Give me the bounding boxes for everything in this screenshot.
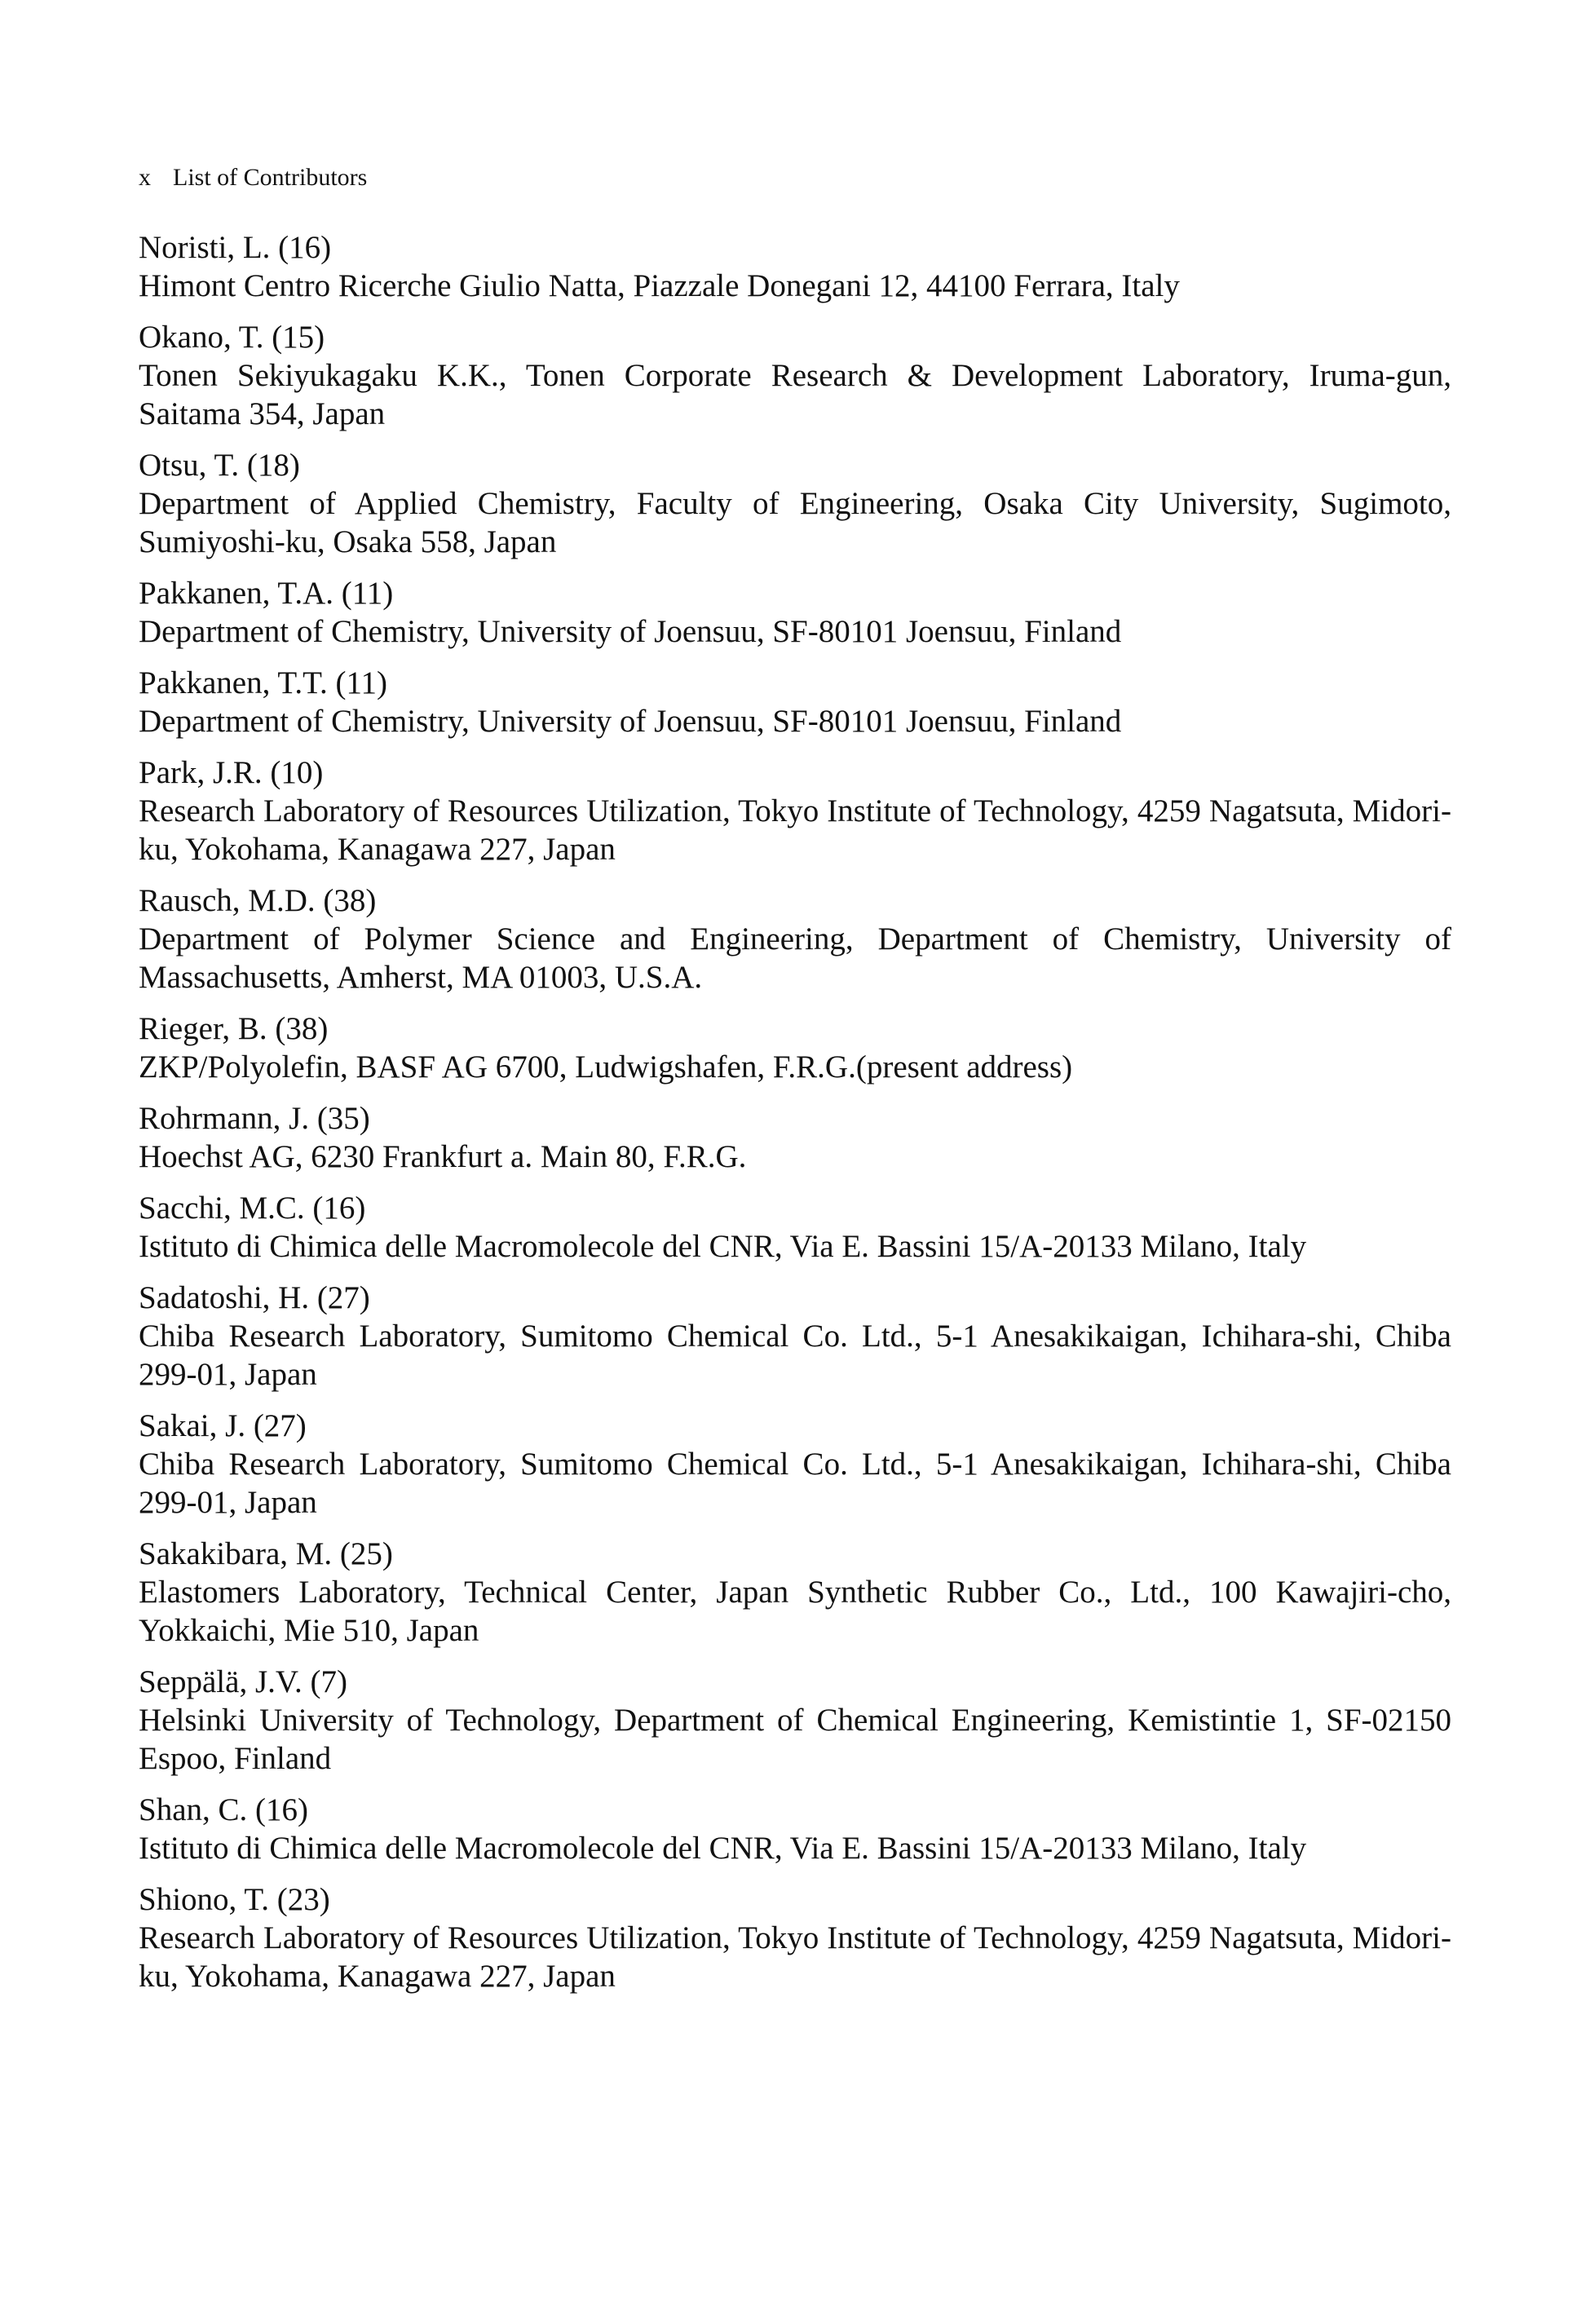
contributor-entry (139, 1880, 1451, 1995)
contributor-entry (139, 1279, 1451, 1394)
contributor-entry (139, 881, 1451, 996)
contributor-entry (139, 1535, 1451, 1650)
section-title: List of Contributors (173, 164, 368, 191)
contributor-affiliation: Research Laboratory of Resources Utilization, Tokyo Institute of Technology, 4259 Nagatsuta, Midori-ku, Yokohama, Kanagawa 227, Japan (139, 1920, 1451, 1994)
document-page (139, 161, 1451, 2008)
contributor-name: Rohrmann, J. (35) (139, 1101, 370, 1136)
contributor-entry (139, 1407, 1451, 1522)
contributor-affiliation: Department of Applied Chemistry, Faculty of Engineering, Osaka City University, Sugimoto, Sumiyoshi-ku, Osaka 558, Japan (139, 486, 1451, 559)
contributor-affiliation: Hoechst AG, 6230 Frankfurt a. Main 80, F.R.G. (139, 1139, 747, 1174)
contributor-entry (139, 1663, 1451, 1778)
contributor-name: Rausch, M.D. (38) (139, 883, 377, 918)
contributor-name: Shiono, T. (23) (139, 1882, 330, 1917)
contributor-entry (139, 1189, 1451, 1266)
contributor-affiliation: Department of Polymer Science and Engineering, Department of Chemistry, University of Massachusetts, Amherst, MA 01003, U.S.A. (139, 921, 1451, 995)
contributor-affiliation: Chiba Research Laboratory, Sumitomo Chemical Co. Ltd., 5-1 Anesakikaigan, Ichihara-shi, Chiba 299-01, Japan (139, 1447, 1451, 1520)
contributor-affiliation: Helsinki University of Technology, Department of Chemical Engineering, Kemistintie 1, SF-02150 Espoo, Finland (139, 1703, 1451, 1776)
running-head (139, 161, 1451, 194)
contributor-affiliation: Department of Chemistry, University of Joensuu, SF-80101 Joensuu, Finland (139, 614, 1122, 649)
contributor-entry (139, 753, 1451, 868)
contributor-name: Okano, T. (15) (139, 320, 325, 355)
contributor-affiliation: Elastomers Laboratory, Technical Center, Japan Synthetic Rubber Co., Ltd., 100 Kawajiri-cho, Yokkaichi, Mie 510, Japan (139, 1575, 1451, 1648)
contributor-name: Park, J.R. (10) (139, 755, 324, 790)
contributor-affiliation: Chiba Research Laboratory, Sumitomo Chemical Co. Ltd., 5-1 Anesakikaigan, Ichihara-shi, Chiba 299-01, Japan (139, 1319, 1451, 1392)
contributor-entry (139, 1791, 1451, 1867)
contributor-entry (139, 664, 1451, 740)
contributor-affiliation: Istituto di Chimica delle Macromolecole del CNR, Via E. Bassini 15/A-20133 Milano, Italy (139, 1831, 1307, 1866)
contributor-name: Pakkanen, T.A. (11) (139, 576, 394, 611)
contributor-name: Sakakibara, M. (25) (139, 1536, 393, 1571)
contributor-name: Seppälä, J.V. (7) (139, 1664, 347, 1699)
page-number: x (139, 164, 151, 191)
contributor-name: Sadatoshi, H. (27) (139, 1280, 370, 1315)
contributor-affiliation: Istituto di Chimica delle Macromolecole del CNR, Via E. Bassini 15/A-20133 Milano, Italy (139, 1229, 1307, 1264)
contributor-entry (139, 1010, 1451, 1086)
contributor-entry (139, 318, 1451, 433)
contributor-entry (139, 574, 1451, 651)
contributor-affiliation: Department of Chemistry, University of Joensuu, SF-80101 Joensuu, Finland (139, 704, 1122, 739)
contributor-name: Shan, C. (16) (139, 1792, 308, 1827)
contributor-affiliation: Research Laboratory of Resources Utilization, Tokyo Institute of Technology, 4259 Nagatsuta, Midori-ku, Yokohama, Kanagawa 227, Japan (139, 793, 1451, 867)
contributor-affiliation: ZKP/Polyolefin, BASF AG 6700, Ludwigshafen, F.R.G.(present address) (139, 1049, 1073, 1085)
contributor-name: Pakkanen, T.T. (11) (139, 665, 388, 700)
contributor-name: Rieger, B. (38) (139, 1011, 329, 1046)
contributor-name: Sacchi, M.C. (16) (139, 1191, 366, 1226)
contributor-name: Sakai, J. (27) (139, 1408, 307, 1443)
contributor-entry (139, 228, 1451, 305)
contributor-affiliation: Tonen Sekiyukagaku K.K., Tonen Corporate Research & Development Laboratory, Iruma-gun, Saitama 354, Japan (139, 358, 1451, 431)
contributor-name: Otsu, T. (18) (139, 448, 300, 483)
contributor-entry (139, 446, 1451, 561)
contributor-name: Noristi, L. (16) (139, 230, 332, 265)
contributor-list (139, 228, 1451, 1995)
contributor-affiliation: Himont Centro Ricerche Giulio Natta, Piazzale Donegani 12, 44100 Ferrara, Italy (139, 268, 1180, 303)
contributor-entry (139, 1099, 1451, 1176)
